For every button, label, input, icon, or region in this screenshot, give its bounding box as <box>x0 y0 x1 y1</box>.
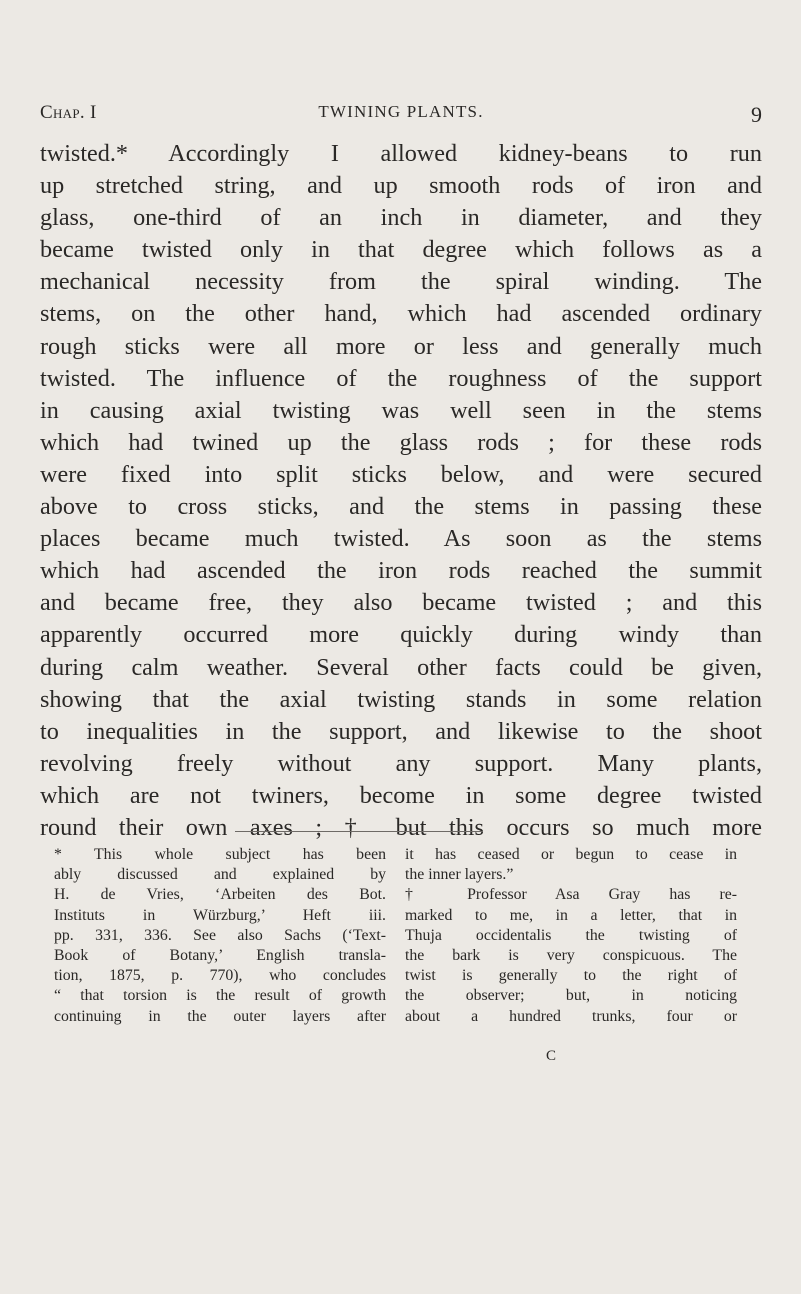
page-number: 9 <box>751 102 762 127</box>
body-line: rough sticks were all more or less and generally much <box>40 332 762 360</box>
signature-mark: C <box>546 1048 557 1064</box>
footnote-line: twist is generally to the right of <box>405 967 737 985</box>
body-line: revolving freely without any support. Many plants, <box>40 749 762 777</box>
body-line: which are not twiners, become in some degree twisted <box>40 781 762 809</box>
body-line: places became much twisted. As soon as the stems <box>40 525 762 553</box>
body-text <box>40 138 762 844</box>
footnote-line: tion, 1875, p. 770), who concludes <box>54 967 386 985</box>
body-line: stems, on the other hand, which had ascended ordinary <box>40 300 762 328</box>
body-line: round their own axes ; † but this occurs so much more <box>40 813 762 841</box>
body-line: in causing axial twisting was well seen in the stems <box>40 396 762 424</box>
footnote-line: * This whole subject has been <box>54 846 386 863</box>
footnote-line: marked to me, in a letter, that in <box>405 906 737 924</box>
running-title: TWINING PLANTS. <box>318 102 484 121</box>
footnote-line: † Professor Asa Gray has re- <box>405 886 737 904</box>
footnote-line: pp. 331, 336. See also Sachs (‘Text- <box>54 926 386 944</box>
body-line: glass, one-third of an inch in diameter, and they <box>40 204 762 232</box>
body-line: twisted.* Accordingly I allowed kidney-beans to run <box>40 140 762 167</box>
footnote-line: the bark is very conspicuous. The <box>405 946 737 964</box>
footnote-line: ably discussed and explained by <box>54 866 386 884</box>
footnote-line: about a hundred trunks, four or <box>405 1007 737 1025</box>
footnote-column-left <box>54 845 386 1027</box>
body-line: apparently occurred more quickly during windy than <box>40 621 762 649</box>
body-line: twisted. The influence of the roughness of the support <box>40 364 762 392</box>
body-line: which had twined up the glass rods ; for these rods <box>40 428 762 456</box>
chapter-label: Chap. I <box>40 102 97 123</box>
body-line: and became free, they also became twisted ; and this <box>40 589 762 617</box>
body-line: to inequalities in the support, and likewise to the shoot <box>40 717 762 745</box>
body-line: were fixed into split sticks below, and were secured <box>40 460 762 488</box>
body-line: which had ascended the iron rods reached the summit <box>40 557 762 585</box>
body-line: above to cross sticks, and the stems in passing these <box>40 493 762 521</box>
running-header <box>40 102 762 130</box>
footnote-line: the inner layers.” <box>405 866 514 884</box>
footnote-line: Instituts in Würzburg,’ Heft iii. <box>54 906 386 924</box>
footnote-line: H. de Vries, ‘Arbeiten des Bot. <box>54 886 386 904</box>
footnote-column-right <box>405 845 737 1027</box>
footnote-rule <box>235 831 483 832</box>
body-line: became twisted only in that degree which follows as a <box>40 236 762 264</box>
footnote-line: “ that torsion is the result of growth <box>54 987 386 1005</box>
body-line: during calm weather. Several other facts could be given, <box>40 653 762 681</box>
footnote-line: continuing in the outer layers after <box>54 1007 386 1025</box>
footnote-line: the observer; but, in noticing <box>405 987 737 1005</box>
body-line: up stretched string, and up smooth rods of iron and <box>40 172 762 200</box>
footnote-line: Thuja occidentalis the twisting of <box>405 926 737 944</box>
body-line: mechanical necessity from the spiral winding. The <box>40 268 762 296</box>
footnote-line: it has ceased or begun to cease in <box>405 846 737 863</box>
body-line: showing that the axial twisting stands in some relation <box>40 685 762 713</box>
footnote-line: Book of Botany,’ English transla- <box>54 946 386 964</box>
